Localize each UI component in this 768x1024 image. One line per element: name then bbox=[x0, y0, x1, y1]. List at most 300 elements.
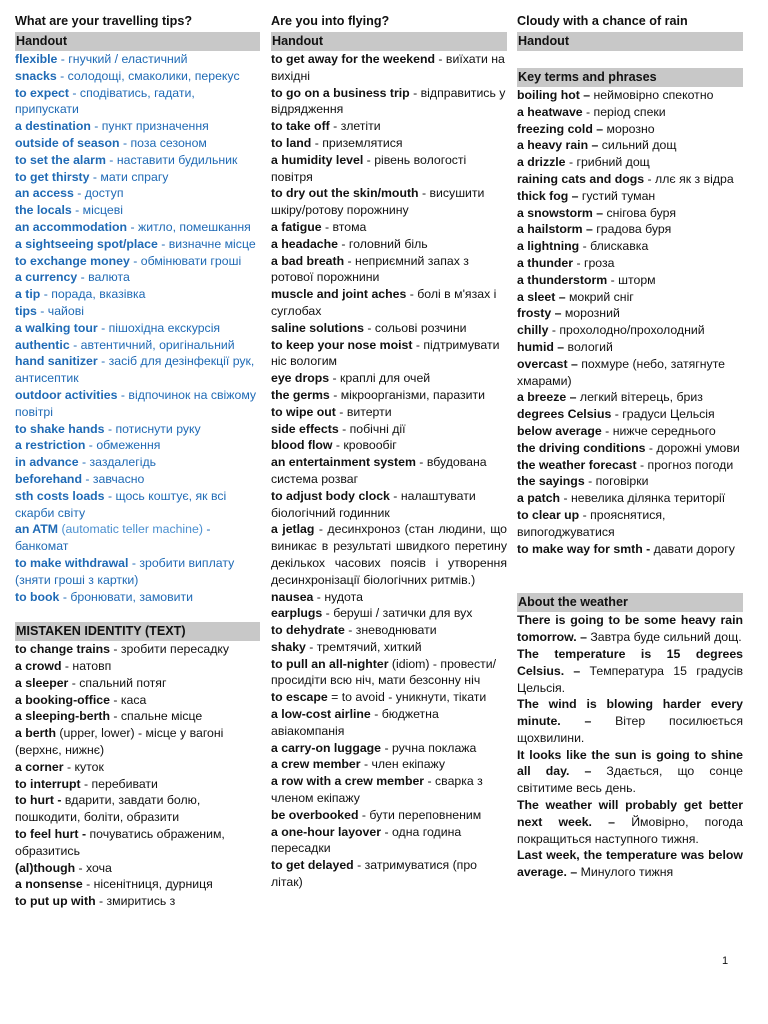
vocab-term: the locals bbox=[15, 203, 72, 218]
vocab-translation: градова буря bbox=[592, 222, 672, 237]
vocab-term: to hurt - bbox=[15, 793, 62, 808]
vocab-translation: - сварка з членом екіпажу bbox=[271, 774, 483, 806]
vocab-translation: - місцеві bbox=[71, 203, 124, 218]
vocab-term: degrees Celsius bbox=[517, 407, 612, 422]
vocab-entry bbox=[15, 555, 260, 589]
vocab-translation: - заздалегідь bbox=[78, 455, 157, 470]
vocab-entry bbox=[15, 236, 260, 253]
vocab-translation: - нісенітниця, дурниця bbox=[82, 877, 213, 892]
vocab-term: to dry out the skin/mouth bbox=[271, 186, 419, 201]
vocab-term: a sightseeing spot/place bbox=[15, 236, 158, 251]
vocab-translation: - валюта bbox=[77, 270, 130, 285]
vocab-term: to book bbox=[15, 589, 60, 604]
vocab-translation: - ллє як з відра bbox=[644, 171, 734, 186]
vocab-entry bbox=[15, 776, 260, 793]
vocab-term: a booking-office bbox=[15, 692, 110, 707]
vocab-entry bbox=[271, 689, 507, 706]
vocab-translation: - потиснути руку bbox=[104, 421, 201, 436]
vocab-term: a destination bbox=[15, 119, 91, 134]
vocab-term: The wind is blowing harder every minute. – bbox=[517, 697, 743, 729]
vocab-entry bbox=[15, 708, 260, 725]
vocab-entry bbox=[517, 847, 743, 881]
vocab-term: a snowstorm – bbox=[517, 205, 604, 220]
vocab-entry bbox=[15, 658, 260, 675]
vocab-term: a thunder bbox=[517, 255, 574, 270]
section-band: Handout bbox=[271, 32, 507, 51]
vocab-translation: - банкомат bbox=[15, 522, 211, 554]
section-band: Key terms and phrases bbox=[517, 68, 743, 87]
vocab-translation: - виїхати на вихідні bbox=[271, 52, 505, 83]
vocab-translation: - відпочинок на свіжому повітрі bbox=[15, 387, 257, 419]
vocab-list bbox=[271, 51, 507, 891]
spacer bbox=[517, 51, 743, 68]
vocab-term: a corner bbox=[15, 759, 64, 774]
section-title: Cloudy with a chance of rain bbox=[517, 14, 688, 28]
vocab-entry bbox=[15, 725, 260, 759]
vocab-translation: (idiom) - провести/просидіти всю ніч, мати безсонну ніч bbox=[271, 656, 497, 688]
vocab-term: blood flow bbox=[271, 438, 333, 453]
vocab-term: outdoor activities bbox=[15, 387, 118, 402]
vocab-term: raining cats and dogs bbox=[517, 171, 645, 186]
vocab-term: a crew member bbox=[271, 757, 361, 772]
vocab-translation: - доступ bbox=[73, 186, 124, 201]
vocab-entry bbox=[15, 219, 260, 236]
vocab-translation: мокрий сніг bbox=[565, 289, 634, 304]
vocab-term: to keep your nose moist bbox=[271, 337, 413, 352]
vocab-translation: - сольові розчини bbox=[363, 320, 467, 335]
vocab-term: chilly bbox=[517, 323, 549, 338]
vocab-entry bbox=[15, 269, 260, 286]
vocab-term: a humidity level bbox=[271, 152, 364, 167]
vocab-entry bbox=[271, 51, 507, 85]
vocab-term: freezing cold – bbox=[517, 121, 604, 136]
vocab-term: to adjust body clock bbox=[271, 488, 390, 503]
vocab-entry bbox=[15, 320, 260, 337]
vocab-entry bbox=[271, 286, 507, 320]
vocab-term: to set the alarm bbox=[15, 152, 106, 167]
vocab-translation: - прохолодно/прохолодний bbox=[548, 323, 705, 338]
vocab-translation: - побічні дії bbox=[338, 421, 406, 436]
vocab-translation: - шторм bbox=[607, 272, 656, 287]
vocab-list bbox=[517, 87, 743, 557]
vocab-entry bbox=[517, 541, 743, 558]
vocab-entry bbox=[15, 253, 260, 270]
vocab-translation: - зробити пересадку bbox=[109, 642, 230, 657]
vocab-entry bbox=[517, 406, 743, 423]
vocab-translation: - поза сезоном bbox=[119, 135, 207, 150]
vocab-entry bbox=[271, 706, 507, 740]
vocab-entry bbox=[271, 773, 507, 807]
vocab-translation: - одна година пересадки bbox=[271, 824, 462, 856]
vocab-term: The temperature is 15 degrees Celsius. – bbox=[517, 646, 743, 678]
vocab-term: to interrupt bbox=[15, 776, 81, 791]
vocab-term: to clear up bbox=[517, 507, 580, 522]
vocab-term: muscle and joint aches bbox=[271, 287, 407, 302]
vocab-translation: - спальне місце bbox=[109, 709, 203, 724]
vocab-entry bbox=[517, 356, 743, 390]
vocab-translation: - прояснятися, випогоджуватися bbox=[517, 507, 666, 539]
vocab-entry bbox=[15, 641, 260, 658]
vocab-term: boiling hot – bbox=[517, 88, 591, 102]
vocab-translation: Температура 15 градусів Цельсія. bbox=[517, 663, 743, 695]
vocab-translation: - дорожні умови bbox=[645, 440, 740, 455]
vocab-entry bbox=[15, 152, 260, 169]
vocab-term: a drizzle bbox=[517, 155, 566, 170]
vocab-translation: - неприємний запах з ротової порожнини bbox=[271, 253, 469, 285]
vocab-entry bbox=[271, 421, 507, 438]
vocab-entry bbox=[271, 521, 507, 588]
vocab-entry bbox=[271, 253, 507, 287]
vocab-translation: - мікроорганізми, паразити bbox=[329, 387, 486, 402]
vocab-term: to take off bbox=[271, 119, 330, 134]
vocab-term: a berth bbox=[15, 726, 56, 741]
vocab-translation: - член екіпажу bbox=[360, 757, 446, 772]
vocab-translation: - засіб для дезінфекції рук, антисептик bbox=[15, 354, 255, 386]
vocab-term: to dehydrate bbox=[271, 623, 345, 638]
vocab-translation: - змиритись з bbox=[95, 894, 176, 909]
vocab-translation: сильний дощ bbox=[598, 138, 677, 153]
vocab-translation: легкий вітерець, бриз bbox=[576, 390, 703, 405]
vocab-translation: - витерти bbox=[335, 404, 392, 419]
vocab-term: outside of season bbox=[15, 135, 120, 150]
vocab-term: to expect bbox=[15, 85, 69, 100]
vocab-term: a sleeping-berth bbox=[15, 709, 110, 724]
vocab-entry bbox=[271, 135, 507, 152]
section-title: Are you into flying? bbox=[271, 14, 390, 28]
vocab-term: below average bbox=[517, 423, 602, 438]
vocab-term: a sleeper bbox=[15, 675, 69, 690]
vocab-translation: - грибний дощ bbox=[565, 155, 650, 170]
vocab-entry bbox=[517, 423, 743, 440]
vocab-entry bbox=[517, 322, 743, 339]
vocab-entry bbox=[517, 87, 743, 104]
vocab-translation: - спальний потяг bbox=[68, 675, 167, 690]
vocab-entry bbox=[271, 589, 507, 606]
vocab-translation: Завтра буде сильний дощ. bbox=[586, 630, 742, 645]
vocab-term: a jetlag bbox=[271, 522, 315, 537]
vocab-term: an entertainment system bbox=[271, 455, 416, 470]
vocab-entry bbox=[517, 389, 743, 406]
vocab-entry bbox=[517, 646, 743, 696]
vocab-translation: - нижче середнього bbox=[601, 423, 716, 438]
vocab-term: a crowd bbox=[15, 659, 62, 674]
vocab-entry bbox=[15, 169, 260, 186]
vocab-term: be overbooked bbox=[271, 807, 359, 822]
vocab-term: to pull an all-nighter bbox=[271, 656, 389, 671]
vocab-term: to get thirsty bbox=[15, 169, 90, 184]
vocab-entry bbox=[271, 857, 507, 891]
vocab-list bbox=[15, 641, 260, 910]
vocab-translation: - житло, помешкання bbox=[127, 219, 251, 234]
vocab-term: It looks like the sun is going to shine all day. – bbox=[517, 747, 743, 779]
vocab-term: a row with a crew member bbox=[271, 774, 425, 789]
vocab-entry bbox=[517, 104, 743, 121]
vocab-term: to escape bbox=[271, 690, 328, 705]
vocab-entry bbox=[15, 692, 260, 709]
vocab-entry bbox=[271, 118, 507, 135]
vocab-entry bbox=[15, 202, 260, 219]
vocab-term: a carry-on luggage bbox=[271, 740, 382, 755]
vocab-translation: - бути переповненим bbox=[358, 807, 482, 822]
vocab-note: (automatic teller machine) bbox=[58, 522, 203, 537]
vocab-translation: (upper, lower) - місце у вагоні (верхнє, нижнє) bbox=[15, 726, 224, 758]
vocab-term: to shake hands bbox=[15, 421, 105, 436]
vocab-entry bbox=[271, 185, 507, 219]
vocab-entry bbox=[517, 255, 743, 272]
vocab-entry bbox=[15, 337, 260, 354]
vocab-translation: - хоча bbox=[75, 860, 112, 875]
vocab-term: nausea bbox=[271, 589, 314, 604]
vocab-entry bbox=[15, 860, 260, 877]
vocab-translation: - рівень вологості повітря bbox=[271, 152, 467, 184]
vocab-entry bbox=[15, 454, 260, 471]
vocab-translation: Вітер посилюється щохвилини. bbox=[517, 714, 743, 745]
vocab-entry bbox=[271, 320, 507, 337]
vocab-term: shaky bbox=[271, 639, 306, 654]
vocab-translation: - мати спрагу bbox=[89, 169, 169, 184]
spacer bbox=[517, 557, 743, 593]
vocab-translation: - тремтячий, хиткий bbox=[305, 639, 422, 654]
vocab-entry bbox=[517, 747, 743, 797]
vocab-term: to put up with bbox=[15, 894, 96, 909]
vocab-translation: - кровообіг bbox=[332, 438, 397, 453]
vocab-entry bbox=[15, 185, 260, 202]
vocab-translation: давати дорогу bbox=[650, 541, 735, 556]
vocab-translation: - каса bbox=[109, 692, 147, 707]
vocab-translation: - болі в м'язах і суглобах bbox=[271, 287, 497, 318]
vocab-translation: - завчасно bbox=[81, 471, 145, 486]
vocab-translation: неймовірно спекотно bbox=[590, 88, 714, 102]
vocab-term: a fatigue bbox=[271, 219, 322, 234]
vocab-term: frosty – bbox=[517, 306, 562, 321]
vocab-entry bbox=[271, 404, 507, 421]
vocab-term: an access bbox=[15, 186, 74, 201]
vocab-translation: похмуре (небо, затягнуте хмарами) bbox=[517, 356, 726, 388]
vocab-term: the driving conditions bbox=[517, 440, 646, 455]
vocab-entry bbox=[271, 152, 507, 186]
vocab-term: snacks bbox=[15, 68, 57, 83]
vocab-translation: - висушити шкіру/ротову порожнину bbox=[271, 186, 485, 218]
vocab-translation: Минулого тижня bbox=[577, 865, 674, 880]
vocab-term: to make withdrawal bbox=[15, 555, 129, 570]
vocab-translation: - зневоднювати bbox=[344, 623, 437, 638]
vocab-term: a sleet – bbox=[517, 289, 566, 304]
vocab-term: authentic bbox=[15, 337, 70, 352]
vocab-term: the germs bbox=[271, 387, 330, 402]
vocab-entry bbox=[271, 437, 507, 454]
vocab-term: to make way for smth - bbox=[517, 541, 651, 556]
vocab-term: a heavy rain – bbox=[517, 138, 599, 153]
vocab-translation: - чайові bbox=[36, 303, 85, 318]
vocab-translation: морозно bbox=[603, 121, 655, 136]
vocab-translation: - період спеки bbox=[582, 104, 666, 119]
vocab-translation: - пішохідна екскурсія bbox=[97, 320, 221, 335]
vocab-entry bbox=[517, 221, 743, 238]
vocab-term: a breeze – bbox=[517, 390, 577, 405]
vocab-term: to feel hurt - bbox=[15, 827, 87, 842]
vocab-translation: - гроза bbox=[573, 255, 615, 270]
vocab-translation: - відправитись у відрядження bbox=[271, 85, 506, 117]
section-band: MISTAKEN IDENTITY (TEXT) bbox=[15, 622, 260, 641]
vocab-translation: - обмеження bbox=[85, 438, 161, 453]
vocab-translation: густий туман bbox=[578, 188, 656, 203]
vocab-term: an accommodation bbox=[15, 219, 128, 234]
vocab-entry bbox=[517, 238, 743, 255]
vocab-term: a walking tour bbox=[15, 320, 98, 335]
vocab-entry bbox=[517, 305, 743, 322]
vocab-term: saline solutions bbox=[271, 320, 364, 335]
vocab-term: a currency bbox=[15, 270, 78, 285]
vocab-translation: - головний біль bbox=[338, 236, 428, 251]
vocab-term: (al)though bbox=[15, 860, 76, 875]
vocab-term: a thunderstorm bbox=[517, 272, 608, 287]
vocab-translation: вдарити, завдати болю, пошкодити, боліти, образити bbox=[15, 793, 201, 825]
vocab-entry bbox=[15, 286, 260, 303]
vocab-translation: - прогноз погоди bbox=[636, 457, 734, 472]
vocab-translation: - налаштувати біологічний годинник bbox=[271, 488, 476, 520]
vocab-entry bbox=[271, 824, 507, 858]
page-number: 1 bbox=[722, 955, 729, 967]
column-flying bbox=[271, 12, 507, 891]
vocab-translation: - невелика ділянка території bbox=[560, 491, 726, 506]
vocab-term: a tip bbox=[15, 287, 41, 302]
vocab-translation: - блискавка bbox=[579, 239, 649, 254]
vocab-translation: - солодощі, смаколики, перекус bbox=[56, 68, 240, 83]
vocab-translation: - нудота bbox=[313, 589, 363, 604]
vocab-translation: Здається, що сонце світитиме весь день. bbox=[517, 764, 743, 796]
vocab-translation: - підтримувати ніс вологим bbox=[271, 337, 500, 369]
vocab-term: overcast – bbox=[517, 356, 578, 371]
spacer bbox=[15, 605, 260, 622]
vocab-entry bbox=[271, 656, 507, 690]
vocab-entry bbox=[15, 118, 260, 135]
vocab-translation: - зробити виплату (зняти гроші з картки) bbox=[15, 555, 235, 587]
vocab-translation: - бюджетна авіакомпанія bbox=[271, 707, 439, 738]
vocab-translation: - злетіти bbox=[329, 119, 381, 134]
vocab-term: a nonsense bbox=[15, 877, 83, 892]
vocab-term: earplugs bbox=[271, 606, 323, 621]
section-title: What are your travelling tips? bbox=[15, 14, 193, 28]
vocab-entry bbox=[271, 740, 507, 757]
vocab-term: a lightning bbox=[517, 239, 580, 254]
vocab-term: flexible bbox=[15, 52, 58, 66]
vocab-term: in advance bbox=[15, 455, 79, 470]
vocab-entry bbox=[15, 421, 260, 438]
vocab-translation: - обмінювати гроші bbox=[129, 253, 242, 268]
vocab-entry bbox=[271, 236, 507, 253]
column-travelling-tips bbox=[15, 12, 260, 910]
vocab-translation: = to avoid - уникнути, тікати bbox=[327, 690, 487, 705]
vocab-entry bbox=[15, 51, 260, 68]
vocab-term: the weather forecast bbox=[517, 457, 637, 472]
vocab-term: hand sanitizer bbox=[15, 354, 98, 369]
vocab-entry bbox=[517, 289, 743, 306]
vocab-term: humid – bbox=[517, 339, 565, 354]
vocab-entry bbox=[271, 219, 507, 236]
vocab-term: a hailstorm – bbox=[517, 222, 593, 237]
vocab-entry bbox=[517, 121, 743, 138]
vocab-translation: - бронювати, замовити bbox=[59, 589, 194, 604]
vocab-translation: - щось коштує, як всі скарби світу bbox=[15, 488, 227, 520]
vocab-term: to get away for the weekend bbox=[271, 52, 435, 66]
vocab-entry bbox=[15, 387, 260, 421]
vocab-entry bbox=[15, 893, 260, 910]
vocab-entry bbox=[517, 171, 743, 188]
vocab-translation: - порада, вказівка bbox=[40, 287, 146, 302]
vocab-entry bbox=[517, 797, 743, 847]
vocab-translation: - беруші / затички для вух bbox=[322, 606, 473, 621]
vocab-entry bbox=[15, 471, 260, 488]
vocab-translation: - краплі для очей bbox=[329, 371, 431, 386]
vocab-entry bbox=[271, 605, 507, 622]
vocab-translation: - автентичний, оригінальний bbox=[69, 337, 235, 352]
vocab-term: There is going to be some heavy rain tomorrow. – bbox=[517, 613, 743, 645]
vocab-entry bbox=[15, 135, 260, 152]
vocab-entry bbox=[15, 826, 260, 860]
column-weather bbox=[517, 12, 743, 881]
vocab-translation: - перебивати bbox=[80, 776, 158, 791]
section-band: About the weather bbox=[517, 593, 743, 612]
vocab-term: to get delayed bbox=[271, 858, 354, 873]
vocab-entry bbox=[15, 521, 260, 555]
vocab-translation: - градуси Цельсія bbox=[611, 407, 715, 422]
vocab-term: an ATM bbox=[15, 522, 59, 537]
vocab-entry bbox=[517, 205, 743, 222]
vocab-entry bbox=[15, 68, 260, 85]
vocab-entry bbox=[517, 440, 743, 457]
vocab-term: thick fog – bbox=[517, 188, 579, 203]
vocab-term: to wipe out bbox=[271, 404, 336, 419]
vocab-translation: - приземлятися bbox=[311, 135, 403, 150]
vocab-translation: снігова буря bbox=[603, 205, 677, 220]
vocab-translation: почуватись ображеним, образитись bbox=[15, 827, 225, 858]
vocab-translation: Ймовірно, погода покращиться наступного тижня. bbox=[517, 814, 743, 846]
phrase-list bbox=[517, 612, 743, 881]
vocab-term: to go on a business trip bbox=[271, 85, 410, 100]
vocab-term: The weather will probably get better next week. – bbox=[517, 798, 743, 829]
vocab-translation: - десинхроноз (стан людини, що виникає в результаті швидкого перетину декількох часових поясів і утворення десинхронізації біологічних ритмів.) bbox=[271, 522, 508, 587]
vocab-translation: вологий bbox=[564, 339, 613, 354]
vocab-entry bbox=[271, 387, 507, 404]
vocab-term: eye drops bbox=[271, 371, 330, 386]
vocab-term: tips bbox=[15, 303, 37, 318]
vocab-term: a restriction bbox=[15, 438, 86, 453]
vocab-entry bbox=[517, 473, 743, 490]
vocab-entry bbox=[517, 272, 743, 289]
vocab-term: a patch bbox=[517, 491, 561, 506]
vocab-term: beforehand bbox=[15, 471, 82, 486]
vocab-term: sth costs loads bbox=[15, 488, 105, 503]
vocab-translation: - вбудована система розваг bbox=[271, 455, 487, 486]
vocab-entry bbox=[517, 137, 743, 154]
vocab-entry bbox=[517, 188, 743, 205]
vocab-entry bbox=[271, 488, 507, 522]
section-band: Handout bbox=[517, 32, 743, 51]
vocab-translation: морозний bbox=[561, 306, 620, 321]
vocab-entry bbox=[271, 85, 507, 119]
vocab-entry bbox=[15, 488, 260, 522]
vocab-term: to land bbox=[271, 135, 312, 150]
vocab-entry bbox=[271, 337, 507, 371]
vocab-term: a low-cost airline bbox=[271, 707, 371, 722]
vocab-entry bbox=[517, 457, 743, 474]
vocab-entry bbox=[517, 507, 743, 541]
vocab-term: to change trains bbox=[15, 642, 110, 657]
vocab-term: the sayings bbox=[517, 474, 585, 489]
vocab-entry bbox=[15, 353, 260, 387]
vocab-entry bbox=[15, 792, 260, 826]
vocab-entry bbox=[271, 807, 507, 824]
